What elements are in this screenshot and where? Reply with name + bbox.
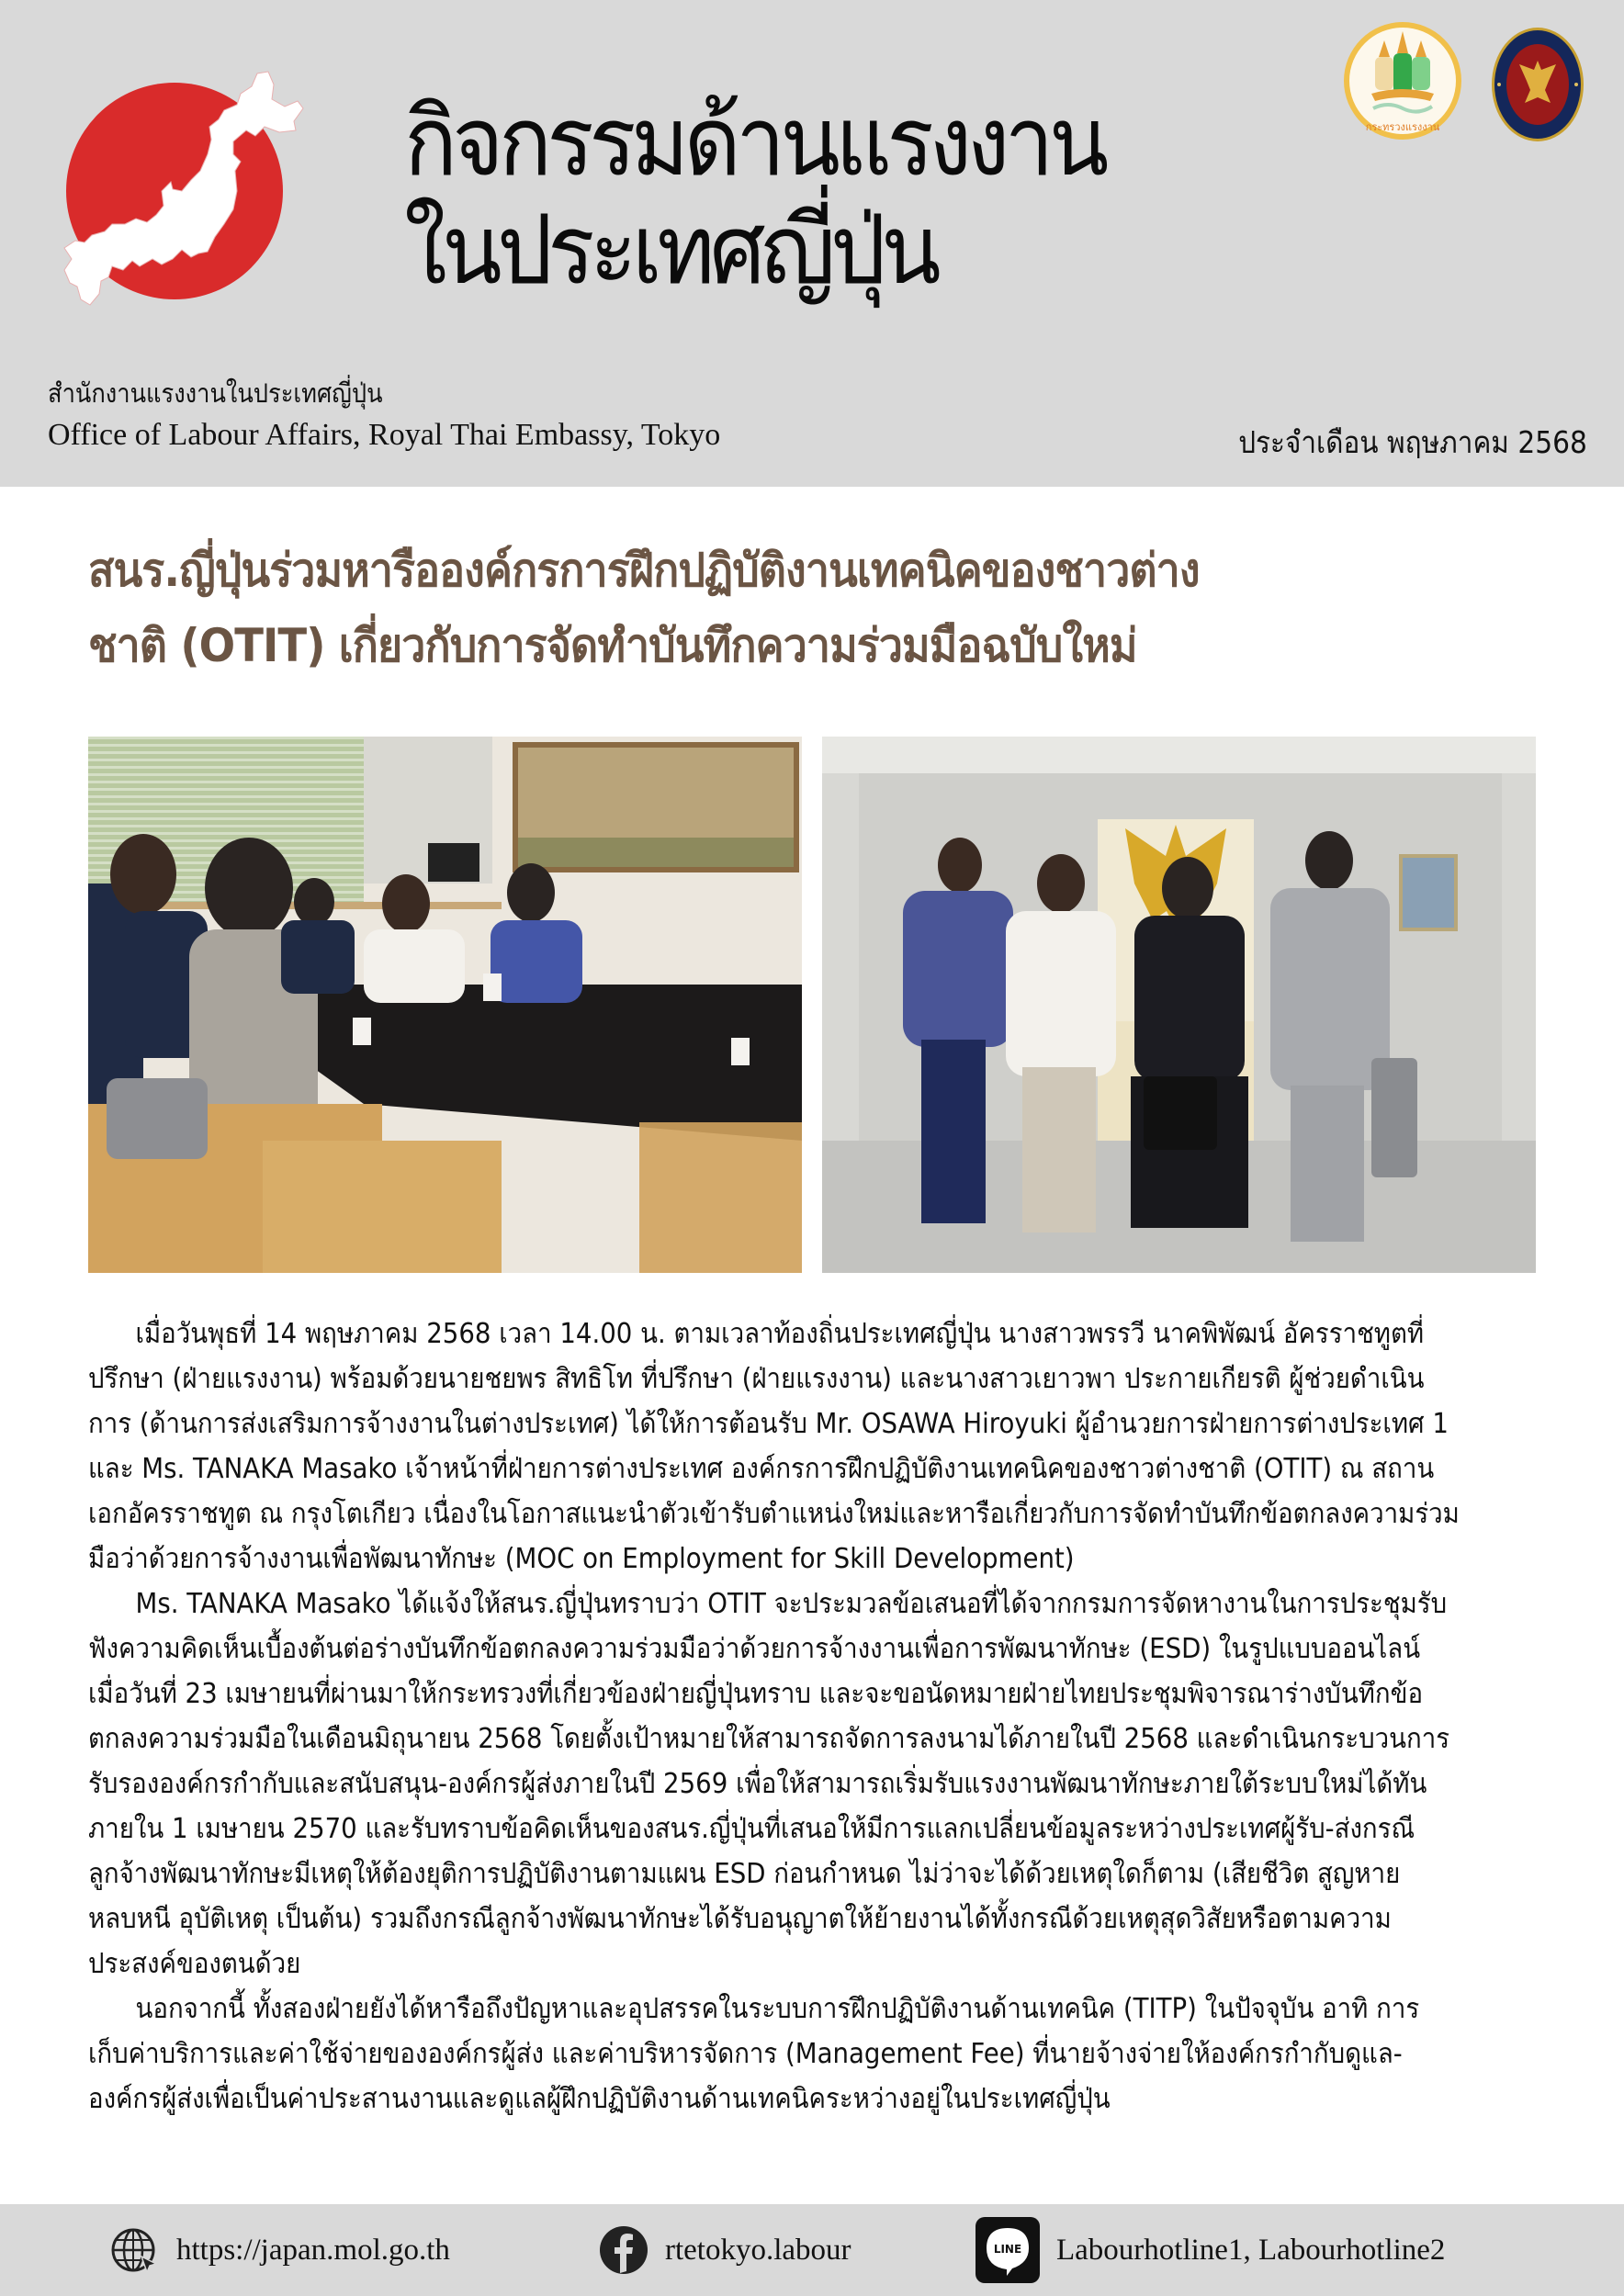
paragraph-1-line: มือว่าด้วยการจ้างงานเพื่อพัฒนาทักษะ (MOC on Employment for Skill Development) bbox=[88, 1543, 1075, 1575]
issue-date: ประจำเดือน พฤษภาคม 2568 bbox=[1238, 424, 1587, 460]
title-line-1: กิจกรรมด้านแรงงาน bbox=[404, 85, 1104, 197]
group-photo bbox=[822, 737, 1536, 1273]
globe-icon bbox=[110, 2225, 160, 2275]
facebook-link[interactable] bbox=[599, 2204, 851, 2296]
newsletter-title bbox=[404, 87, 1249, 304]
paragraph-2-line: Ms. TANAKA Masako ได้แจ้งให้สนร.ญี่ปุ่นทราบว่า OTIT จะประมวลข้อเสนอที่ได้จากกรมการจัดหางานในการประชุมรับ bbox=[135, 1588, 1448, 1620]
office-name-thai: สำนักงานแรงงานในประเทศญี่ปุ่น bbox=[48, 377, 383, 409]
paragraph-2-line: ประสงค์ของตนด้วย bbox=[88, 1948, 301, 1980]
line-icon-text: LINE bbox=[993, 2243, 1022, 2256]
royal-thai-embassy-seal bbox=[1490, 26, 1585, 143]
facebook-handle: rtetokyo.labour bbox=[665, 2233, 851, 2267]
article-title-line-2: ชาติ (OTIT) เกี่ยวกับการจัดทำบันทึกความร่วมมือฉบับใหม่ bbox=[88, 619, 1137, 672]
paragraph-2-line: หลบหนี อุบัติเหตุ เป็นต้น) รวมถึงกรณีลูกจ้างพัฒนาทักษะได้รับอนุญาตให้ย้ายงานได้ทั้งกรณีด้วยเหตุสุดวิสัยหรือตามความ bbox=[88, 1903, 1392, 1935]
website-link[interactable] bbox=[110, 2204, 450, 2296]
japan-map-logo bbox=[44, 53, 320, 320]
paragraph-1-line: การ (ด้านการส่งเสริมการจ้างงานในต่างประเทศ) ได้ให้การต้อนรับ Mr. OSAWA Hiroyuki ผู้อำนวยการฝ่ายการต่างประเทศ 1 bbox=[88, 1408, 1449, 1440]
paragraph-2-line: ลูกจ้างพัฒนาทักษะมีเหตุให้ต้องยุติการปฏิบัติงานตามแผน ESD ก่อนกำหนด ไม่ว่าจะได้ด้วยเหตุใดก็ตาม (เสียชีวิต สูญหาย bbox=[88, 1858, 1401, 1890]
paragraph-2-line: ฟังความคิดเห็นเบื้องต้นต่อร่างบันทึกข้อตกลงความร่วมมือว่าด้วยการจ้างงานเพื่อการพัฒนาทักษะ (ESD) ในรูปแบบออนไลน์ bbox=[88, 1633, 1421, 1665]
paragraph-2-line: รับรององค์กรกำกับและสนับสนุน-องค์กรผู้ส่งภายในปี 2569 เพื่อให้สามารถเริ่มรับแรงงานพัฒนาทักษะภายใต้ระบบใหม่ได้ทัน bbox=[88, 1768, 1427, 1800]
footer-band bbox=[0, 2204, 1624, 2296]
paragraph-2-line: เมื่อวันที่ 23 เมษายนที่ผ่านมาให้กระทรวงที่เกี่ยวข้องฝ่ายญี่ปุ่นทราบ และจะขอนัดหมายฝ่ายไทยประชุมพิจารณาร่างบันทึกข้อ bbox=[88, 1678, 1424, 1710]
line-accounts: Labourhotline1, Labourhotline2 bbox=[1056, 2233, 1446, 2267]
facebook-icon bbox=[599, 2225, 648, 2275]
paragraph-1-line: เอกอัครราชทูต ณ กรุงโตเกียว เนื่องในโอกาสแนะนำตัวเข้ารับตำแหน่งใหม่และหารือเกี่ยวกับการจัดทำบันทึกข้อตกลงความร่วม bbox=[88, 1498, 1460, 1530]
paragraph-1-line: และ Ms. TANAKA Masako เจ้าหน้าที่ฝ่ายการต่างประเทศ องค์กรการฝึกปฏิบัติงานเทคนิคของชาวต่างชาติ (OTIT) ณ สถาน bbox=[88, 1453, 1435, 1485]
article-body bbox=[88, 1311, 1525, 2122]
paragraph-2-line: ตกลงความร่วมมือในเดือนมิถุนายน 2568 โดยตั้งเป้าหมายให้สามารถจัดการลงนามได้ภายในปี 2568 และดำเนินกระบวนการ bbox=[88, 1723, 1450, 1755]
header-band bbox=[0, 0, 1624, 487]
paragraph-3-line: องค์กรผู้ส่งเพื่อเป็นค่าประสานงานและดูแลผู้ฝึกปฏิบัติงานด้านเทคนิคระหว่างอยู่ในประเทศญี่ปุ่น bbox=[88, 2083, 1111, 2115]
paragraph-1-line: เมื่อวันพุธที่ 14 พฤษภาคม 2568 เวลา 14.00 น. ตามเวลาท้องถิ่นประเทศญี่ปุ่น นางสาวพรรวี นาคพิพัฒน์ อัครราชทูตที่ bbox=[135, 1318, 1425, 1350]
paragraph-1-line: ปรึกษา (ฝ่ายแรงงาน) พร้อมด้วยนายชยพร สิทธิโท ที่ปรึกษา (ฝ่ายแรงงาน) และนางสาวเยาวพา ประกายเกียรติ ผู้ช่วยดำเนิน bbox=[88, 1363, 1425, 1395]
paragraph-2-line: ภายใน 1 เมษายน 2570 และรับทราบข้อคิดเห็นของสนร.ญี่ปุ่นที่เสนอให้มีการแลกเปลี่ยนข้อมูลระหว่างประเทศผู้รับ-ส่งกรณี bbox=[88, 1813, 1415, 1845]
paragraph-3-line: เก็บค่าบริการและค่าใช้จ่ายขององค์กรผู้ส่ง และค่าบริหารจัดการ (Management Fee) ที่นายจ้างจ่ายให้องค์กรกำกับดูแล- bbox=[88, 2038, 1403, 2070]
ministry-of-labour-seal bbox=[1342, 20, 1463, 141]
website-url: https://japan.mol.go.th bbox=[176, 2233, 450, 2267]
meeting-photo bbox=[88, 737, 802, 1273]
seal-label: กระทรวงแรงงาน bbox=[1365, 121, 1440, 133]
office-name-english: Office of Labour Affairs, Royal Thai Embassy, Tokyo bbox=[48, 418, 721, 452]
article-title-line-1: สนร.ญี่ปุ่นร่วมหารือองค์กรการฝึกปฏิบัติงานเทคนิคของชาวต่าง bbox=[88, 544, 1200, 597]
article-title bbox=[88, 533, 1489, 683]
title-line-2: ในประเทศญี่ปุ่น bbox=[404, 194, 937, 306]
line-icon bbox=[976, 2217, 1040, 2283]
line-link[interactable] bbox=[976, 2204, 1445, 2296]
paragraph-3-line: นอกจากนี้ ทั้งสองฝ่ายยังได้หารือถึงปัญหาและอุปสรรคในระบบการฝึกปฏิบัติงานด้านเทคนิค (TITP) ในปัจจุบัน อาทิ การ bbox=[135, 1993, 1420, 2025]
